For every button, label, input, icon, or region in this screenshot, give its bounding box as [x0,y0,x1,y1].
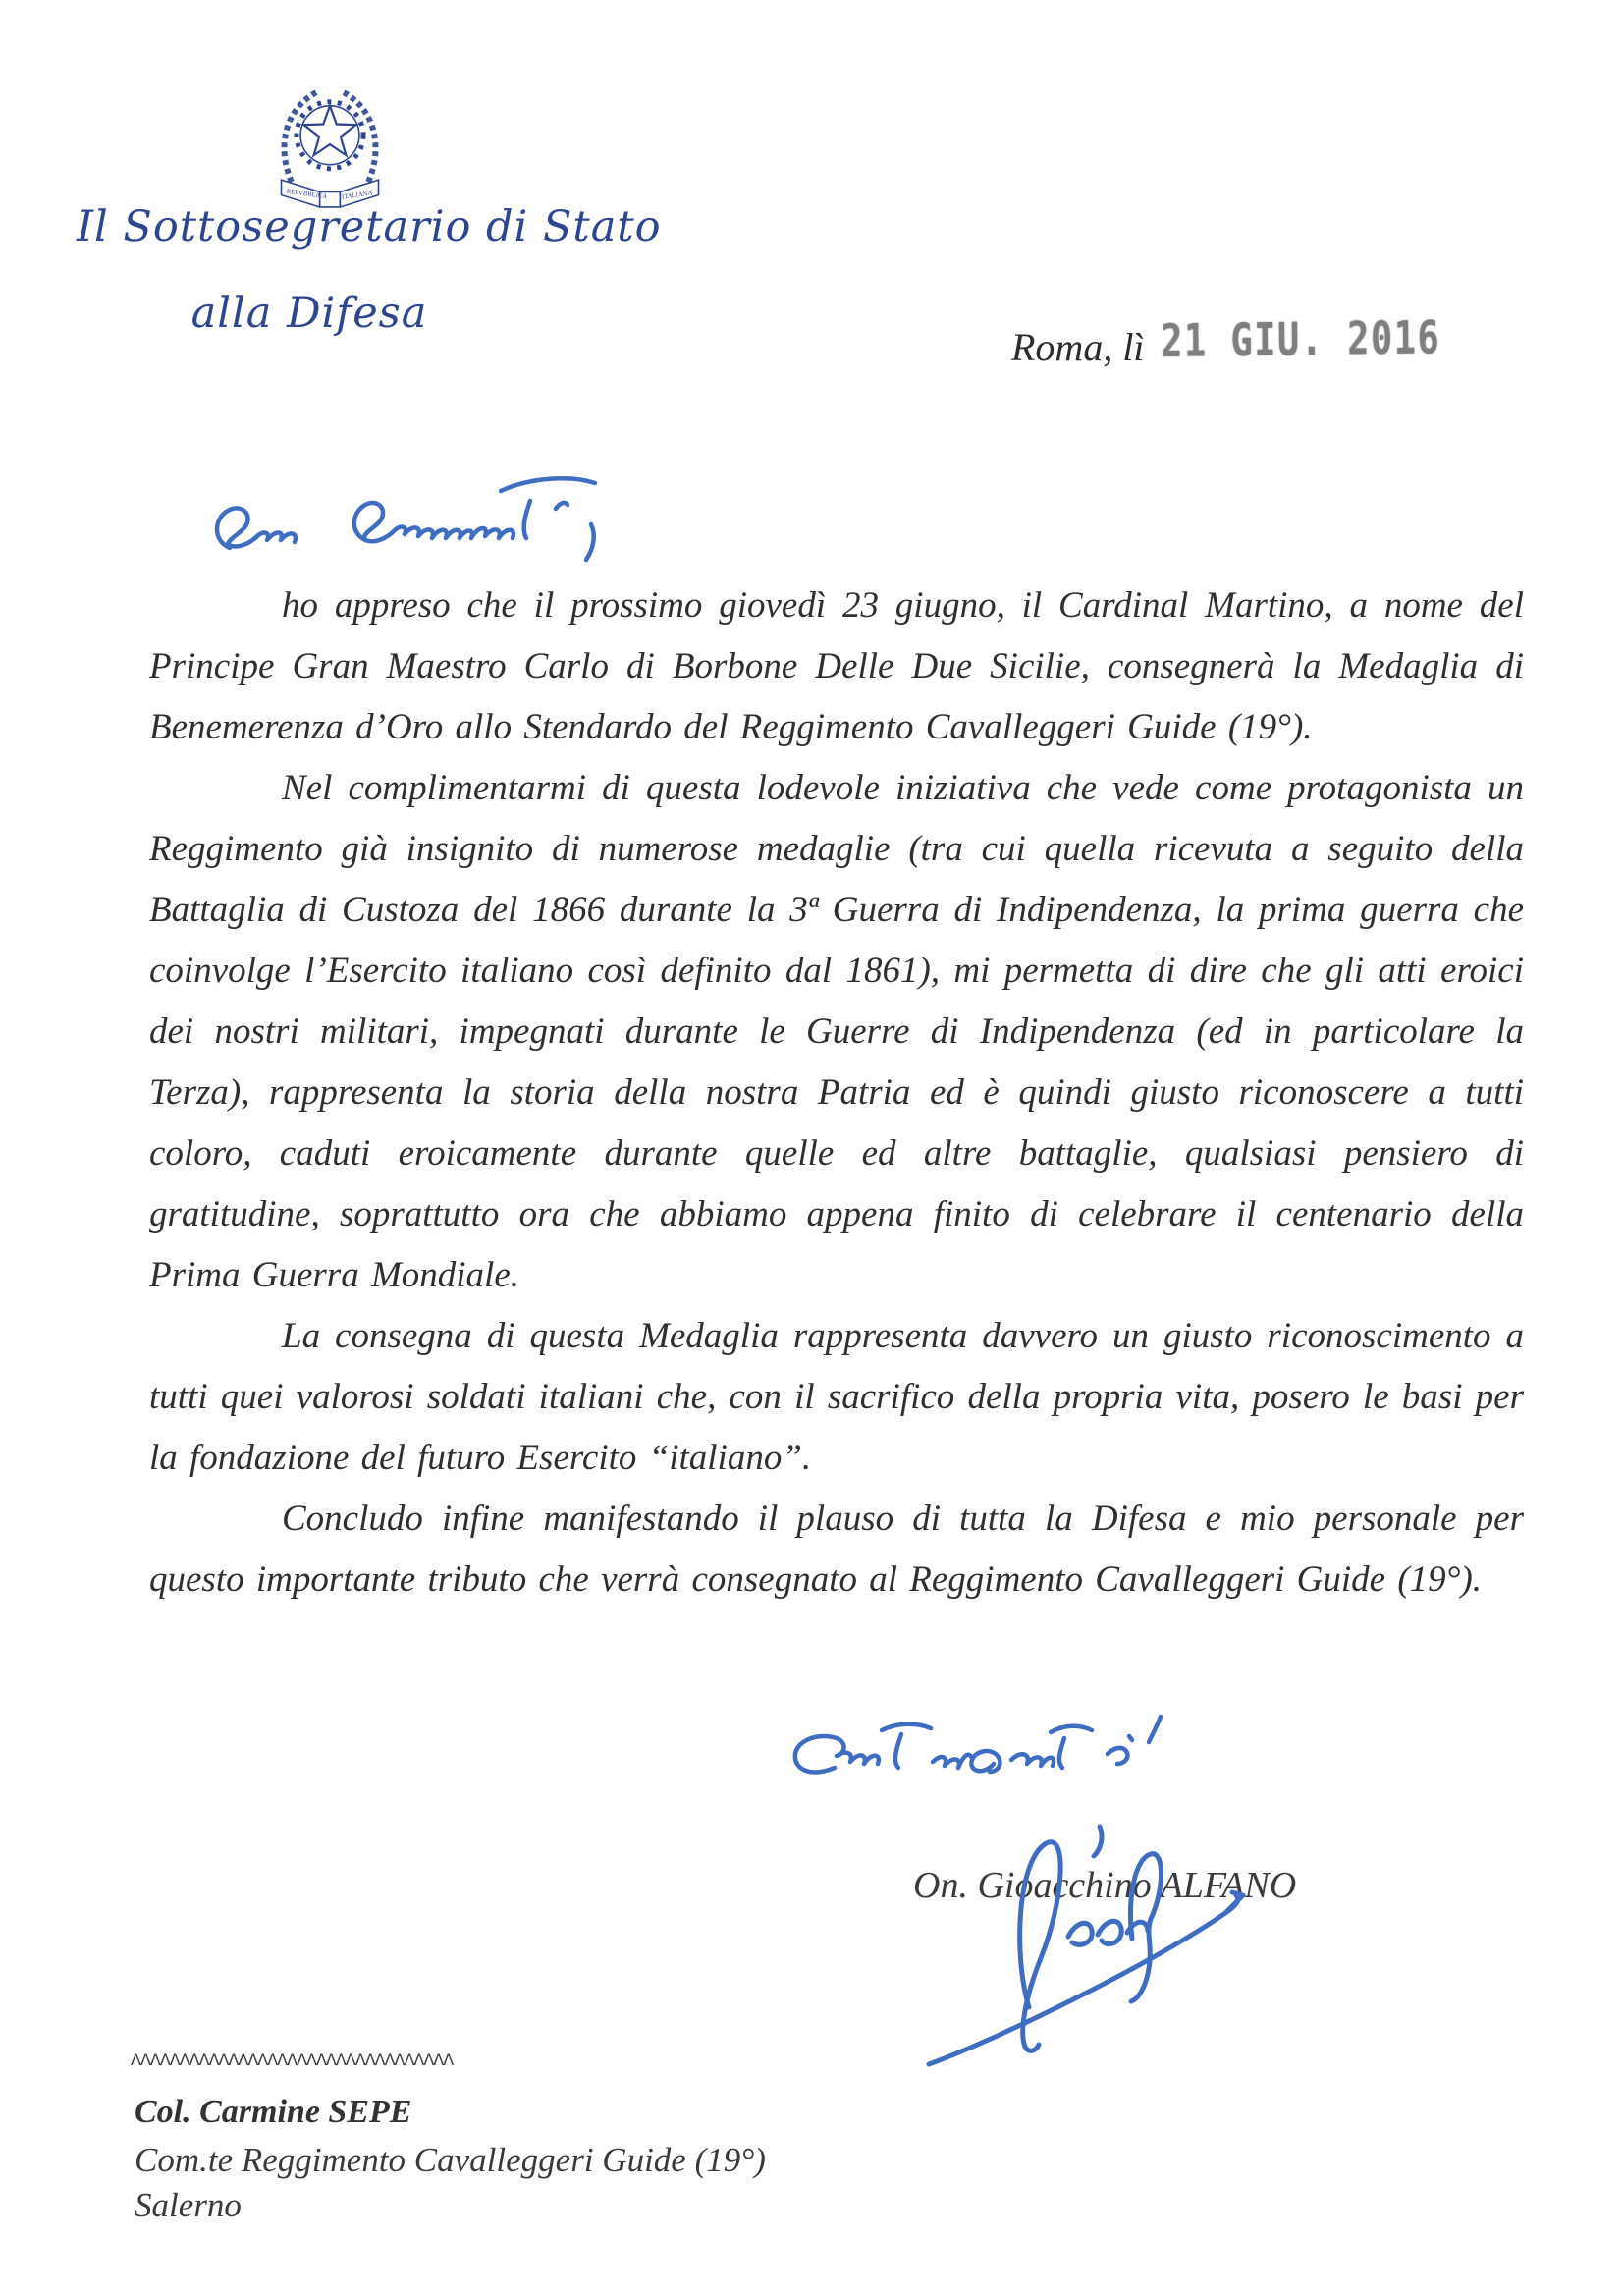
handwritten-signature [911,1809,1314,2079]
date-place-label: Roma, lì [1011,325,1145,369]
dateline [1011,312,1483,381]
addressee-title: Com.te Reggimento Cavalleggeri Guide (19°) [135,2141,766,2179]
letterhead-title-line1: Il Sottosegretario di Stato [77,202,662,251]
handwritten-closing [784,1711,1176,1804]
addressee-separator: ΛΛΛΛΛΛΛΛΛΛΛΛΛΛΛΛΛΛΛΛΛΛΛΛΛΛΛΛΛΛΛΛΛ [131,2050,454,2069]
paragraph-2: Nel complimentarmi di questa lodevole iniziativa che vede come protagonista un Reggimento già insignito di numerose medaglie (tra cui quella ricevuta a seguito della Battaglia di Custoza del 1866 durante la 3ª Guerra di Indipendenza, la prima guerra che coinvolge l’Esercito italiano così definito dal 1861), mi permetta di dire che gli atti eroici dei nostri militari, impegnati durante le Guerre di Indipendenza (ed in particolare la Terza), rappresenta la storia della nostra Patria ed è quindi giusto riconoscere a tutti coloro, caduti eroicamente durante quelle ed altre battaglie, qualsiasi pensiero di gratitudine, soprattutto ora che abbiamo appena finito di celebrare il centenario della Prima Guerra Mondiale. [149,768,1524,1295]
emblem-ribbon-left-text: REPVBBLICA [286,188,328,201]
addressee-name: Col. Carmine SEPE [135,2094,412,2130]
emblem-ribbon-right-text: ITALIANA [341,190,373,201]
date-stamp: 21 GIU. 2016 [1161,310,1441,367]
paragraph-4: Concludo infine manifestando il plauso di tutta la Difesa e mio personale per questo importante tributo che verrà consegnato al Reggimento Cavalleggeri Guide (19°). [149,1499,1524,1600]
letterhead-title-line2: alla Difesa [190,289,428,338]
letter-body [149,575,1524,1611]
paragraph-1: ho appreso che il prossimo giovedì 23 giugno, il Cardinal Martino, a nome del Principe Gran Maestro Carlo di Borbone Delle Due Sicilie, consegnerà la Medaglia di Benemerenza d’Oro allo Stendardo del Reggimento Cavalleggeri Guide (19°). [149,585,1524,747]
signatory-printed-name: On. Gioacchino ALFANO [913,1865,1297,1906]
addressee-city: Salerno [135,2186,242,2224]
paragraph-3: La consegna di questa Medaglia rappresenta davvero un giusto riconoscimento a tutti quei valorosi soldati italiani che, con il sacrifico della propria vita, posero le basi per la fondazione del futuro Esercito “italiano”. [149,1316,1524,1478]
italian-republic-emblem-icon [269,79,391,208]
handwritten-salutation [206,469,609,577]
